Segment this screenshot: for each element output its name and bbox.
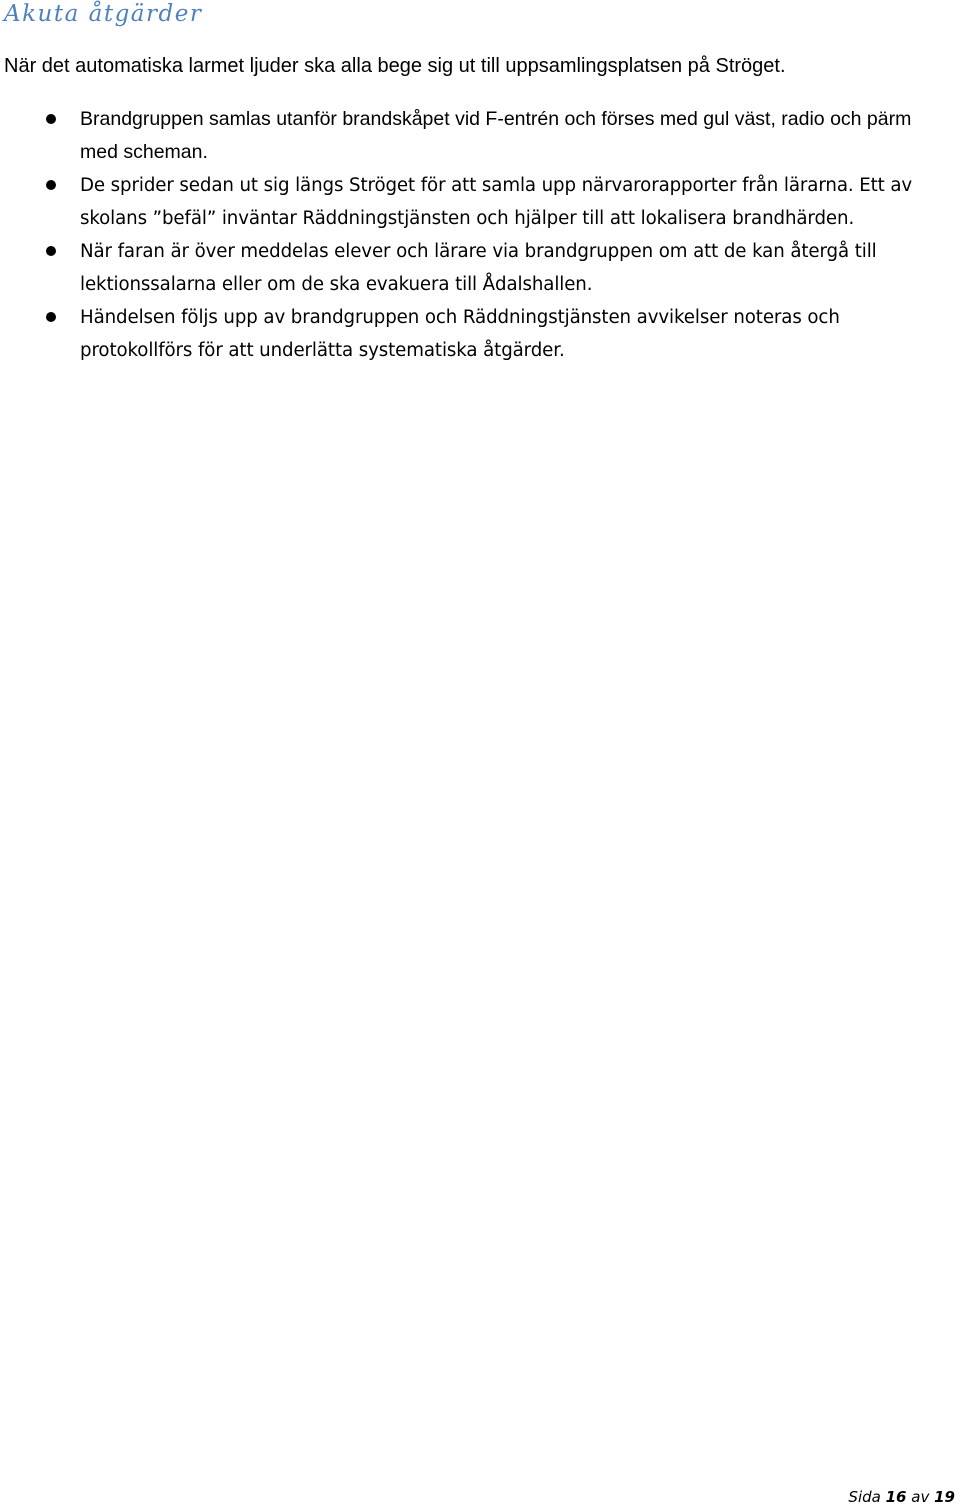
bullet-icon bbox=[46, 114, 56, 124]
footer-separator: av bbox=[911, 1488, 930, 1506]
list-item bbox=[0, 301, 940, 367]
bullet-icon bbox=[46, 246, 56, 256]
footer-prefix: Sida bbox=[848, 1488, 881, 1506]
action-list bbox=[0, 103, 940, 367]
list-item bbox=[0, 169, 940, 235]
list-item-text: När faran är över meddelas elever och lärare via brandgruppen om att de kan återgå till lektionssalarna eller om de ska evakuera till Ådalshallen. bbox=[80, 241, 877, 295]
list-item bbox=[0, 235, 940, 301]
page-footer bbox=[848, 1487, 955, 1507]
list-item-text: De sprider sedan ut sig längs Ströget för att samla upp närvarorapporter från lärarna. Ett av skolans ”befäl” inväntar Räddningstjänsten och hjälper till att lokalisera brandhärden. bbox=[80, 175, 913, 229]
bullet-icon bbox=[46, 180, 56, 190]
footer-total-pages: 19 bbox=[934, 1488, 955, 1506]
bullet-icon bbox=[46, 312, 56, 322]
section-heading: Akuta åtgärder bbox=[4, 1, 203, 27]
list-item-text: Brandgruppen samlas utanför brandskåpet vid F-entrén och förses med gul väst, radio och pärm med scheman. bbox=[80, 108, 912, 163]
footer-current-page: 16 bbox=[885, 1488, 907, 1506]
intro-paragraph: När det automatiska larmet ljuder ska alla bege sig ut till uppsamlingsplatsen på Ströget. bbox=[4, 55, 786, 77]
list-item-text: Händelsen följs upp av brandgruppen och Räddningstjänsten avvikelser noteras och protokollförs för att underlätta systematiska åtgärder. bbox=[80, 307, 840, 361]
list-item bbox=[0, 103, 940, 169]
